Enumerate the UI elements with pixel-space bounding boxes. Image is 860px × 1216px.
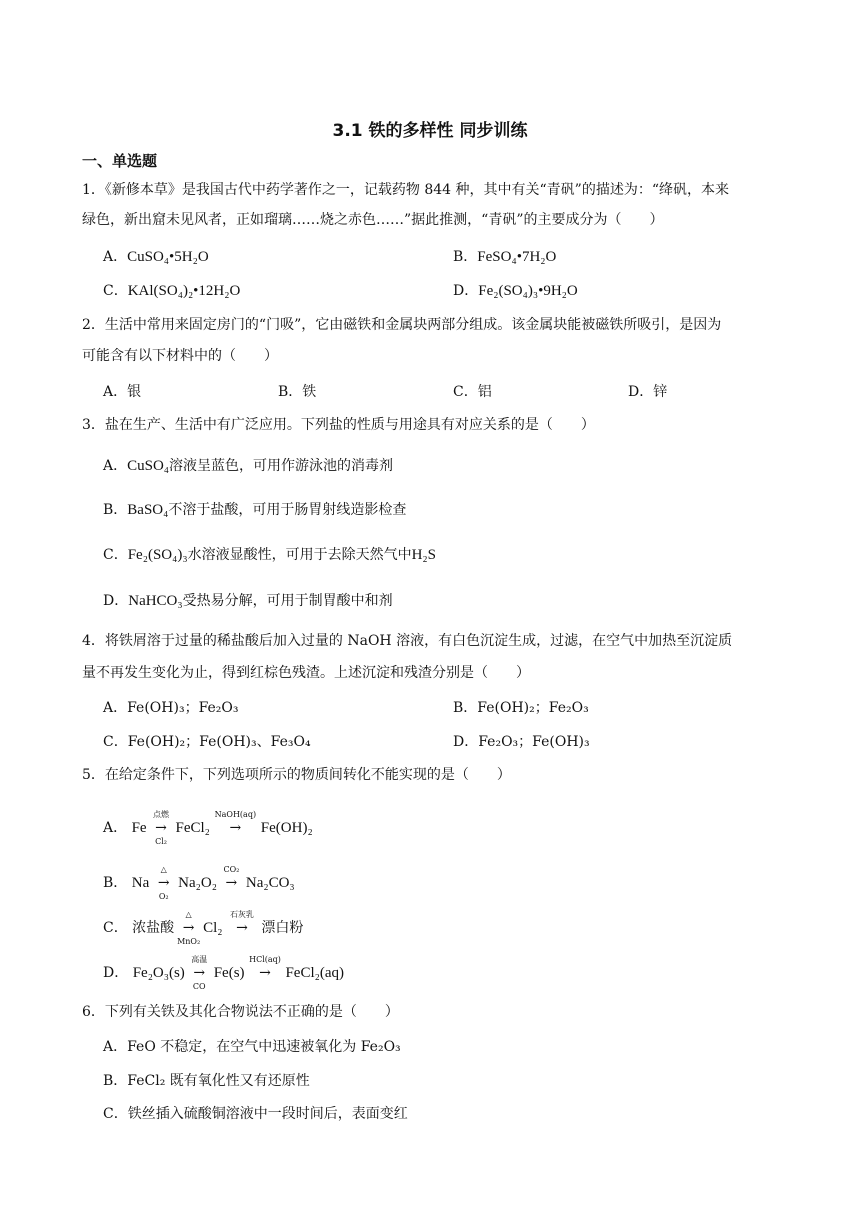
- q5-option-a: A． Fe 点燃 → Cl₂ FeCl₂ NaOH(aq) → Fe(OH)₂: [103, 810, 313, 846]
- q4-option-b: B．Fe(OH)₂；Fe₂O₃: [453, 700, 589, 716]
- q3-option-c: C．Fe₂(SO₄)₃水溶液显酸性，可用于去除天然气中H₂S: [103, 547, 436, 563]
- q2-option-d: D．锌: [628, 384, 668, 400]
- q1-option-b: B．FeSO₄•7H₂O: [453, 249, 557, 265]
- q2-stem-line1: 2．生活中常用来固定房门的“门吸”，它由磁铁和金属块两部分组成。该金属块能被磁铁所吸引，是因为: [82, 317, 722, 333]
- q3-stem: 3．盐在生产、生活中有广泛应用。下列盐的性质与用途具有对应关系的是（ ）: [82, 417, 595, 433]
- q6-stem: 6．下列有关铁及其化合物说法不正确的是（ ）: [82, 1004, 399, 1020]
- section-heading: 一、单选题: [82, 152, 158, 170]
- reaction-arrow: △ → O₂: [157, 865, 170, 901]
- q6-option-b: B．FeCl₂ 既有氧化性又有还原性: [103, 1073, 310, 1089]
- q2-option-c: C．铝: [453, 384, 492, 400]
- reaction-arrow: CO₂ →: [223, 865, 240, 891]
- reaction-arrow: 高温 → CO: [191, 955, 208, 991]
- reaction-arrow: 石灰乳 →: [229, 910, 254, 936]
- q2-option-a: A．银: [103, 384, 142, 400]
- q1-option-d: D．Fe₂(SO₄)₃•9H₂O: [453, 283, 578, 299]
- q4-option-d: D．Fe₂O₃；Fe(OH)₃: [453, 734, 590, 750]
- q5-stem: 5．在给定条件下，下列选项所示的物质间转化不能实现的是（ ）: [82, 767, 511, 783]
- q5-option-d: D． Fe₂O₃(s) 高温 → CO Fe(s) HCl(aq) → FeCl₂(aq): [103, 955, 345, 991]
- q1-option-a: A．CuSO₄•5H₂O: [103, 249, 209, 265]
- reaction-arrow: 点燃 → Cl₂: [153, 810, 170, 846]
- q6-option-c: C．铁丝插入硫酸铜溶液中一段时间后，表面变红: [103, 1106, 408, 1122]
- q4-option-c: C．Fe(OH)₂；Fe(OH)₃、Fe₃O₄: [103, 734, 311, 750]
- q5-option-b: B． Na △ → O₂ Na₂O₂ CO₂ → Na₂CO₃: [103, 865, 295, 901]
- q1-stem-line1: 1．《新修本草》是我国古代中药学著作之一，记载药物 844 种，其中有关“青矾”的描述为：“绛矾，本来: [82, 182, 729, 198]
- reaction-arrow: △ → MnO₂: [177, 910, 201, 946]
- reaction-arrow: NaOH(aq) →: [214, 810, 257, 836]
- q3-option-d: D．NaHCO₃受热易分解，可用于制胃酸中和剂: [103, 593, 393, 609]
- q1-option-c: C．KAl(SO₄)₂•12H₂O: [103, 283, 241, 299]
- q6-option-a: A．FeO 不稳定，在空气中迅速被氧化为 Fe₂O₃: [103, 1039, 401, 1055]
- q1-stem-line2: 绿色，新出窟未见风者，正如瑠璃……烧之赤色……”据此推测，“青矾”的主要成分为（ ）: [82, 212, 664, 228]
- reaction-arrow: HCl(aq) →: [249, 955, 281, 981]
- q3-option-a: A．CuSO₄溶液呈蓝色，可用作游泳池的消毒剂: [103, 458, 394, 474]
- q2-stem-line2: 可能含有以下材料中的（ ）: [82, 348, 278, 364]
- q2-option-b: B．铁: [278, 384, 317, 400]
- q4-stem-line2: 量不再发生变化为止，得到红棕色残渣。上述沉淀和残渣分别是（ ）: [82, 665, 530, 681]
- q4-option-a: A．Fe(OH)₃；Fe₂O₃: [103, 700, 239, 716]
- q5-option-c: C． 浓盐酸 △ → MnO₂ Cl₂ 石灰乳 → 漂白粉: [103, 910, 304, 946]
- q3-option-b: B．BaSO₄不溶于盐酸，可用于肠胃射线造影检查: [103, 502, 407, 518]
- q4-stem-line1: 4．将铁屑溶于过量的稀盐酸后加入过量的 NaOH 溶液，有白色沉淀生成，过滤，在空气中加热至沉淀质: [82, 633, 733, 649]
- page-title: 3.1 铁的多样性 同步训练: [332, 121, 528, 141]
